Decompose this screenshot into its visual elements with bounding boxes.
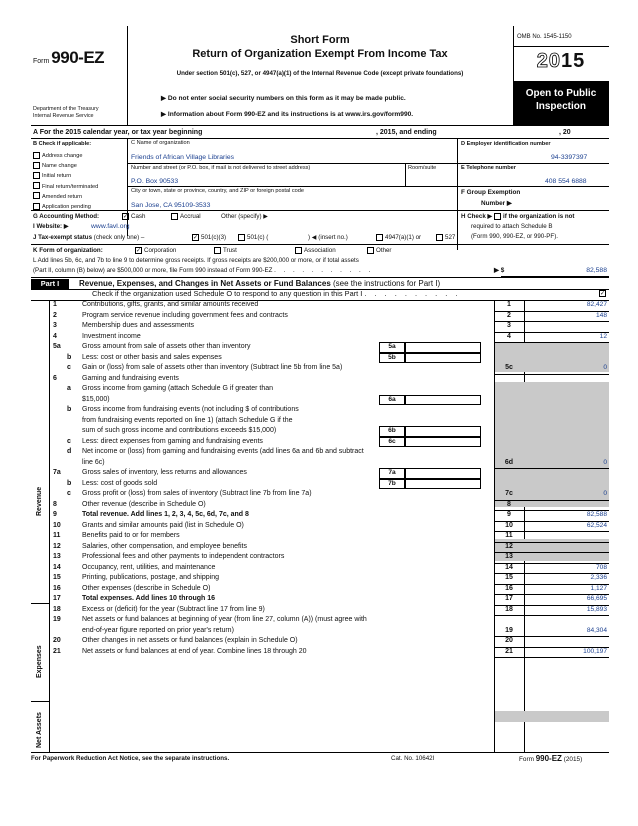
ein-field[interactable]: 94-3397397	[551, 154, 588, 161]
final-return-checkbox[interactable]: Final return/terminated	[33, 182, 98, 192]
box-e-label: E Telephone number	[461, 165, 516, 171]
inner-amount-field[interactable]	[405, 395, 481, 406]
line-number: 15	[53, 574, 61, 581]
form-id: Form 990-EZ	[33, 48, 105, 67]
street-address-field[interactable]: P.O. Box 90533	[131, 178, 179, 185]
inner-amount-field[interactable]	[405, 353, 481, 364]
line-i-label: I Website: ▶	[33, 223, 69, 230]
line-11	[31, 531, 609, 542]
line-number: 17	[53, 595, 61, 602]
right-line-number: 11	[505, 532, 513, 539]
address-change-checkbox[interactable]: Address change	[33, 151, 98, 161]
line-21	[31, 647, 609, 658]
line-a: A For the 2015 calendar year, or tax year beginning	[33, 129, 203, 136]
initial-return-checkbox[interactable]: Initial return	[33, 171, 98, 181]
amount-field[interactable]: 1,127	[590, 584, 607, 592]
amount-field[interactable]: 708	[595, 563, 607, 571]
line-description: Gross profit or (loss) from sales of inventory (Subtract line 7b from line 7a)	[82, 490, 312, 497]
inner-amount-field[interactable]	[405, 437, 481, 448]
line-j: J Tax-exempt status (check only one) –	[33, 234, 145, 241]
inner-line-box: 6c	[379, 437, 405, 448]
line-description: Program service revenue including government fees and contracts	[82, 311, 288, 319]
line-l-text1: L Add lines 5b, 6c, and 7b to line 9 to determine gross receipts. If gross receipts are $200,000 or more, or if total assets	[33, 257, 359, 264]
line-10	[31, 521, 609, 532]
right-line-number: 21	[505, 647, 513, 655]
line-6c	[31, 437, 609, 448]
line-number: 7a	[53, 469, 61, 476]
right-line-number: 1	[507, 301, 511, 308]
net-assets-side-label: Net Assets	[36, 712, 43, 748]
organization-name-field[interactable]: Friends of African Village Libraries	[131, 154, 235, 161]
line-description: Printing, publications, postage, and shipping	[82, 574, 219, 581]
line-description: from fundraising events reported on line 1) (attach Schedule G if the	[82, 416, 293, 424]
line-row8	[31, 384, 609, 395]
line-description: line 6c)	[82, 458, 105, 466]
box-f-number-label: Number ▶	[481, 200, 512, 207]
line-12	[31, 542, 609, 553]
line-19	[31, 626, 609, 637]
line-5c	[31, 363, 609, 374]
street-label: Number and street (or P.O. box, if mail is not delivered to street address)	[131, 165, 311, 171]
line-description: Gaming and fundraising events	[82, 374, 179, 382]
right-line-number: 12	[505, 542, 513, 550]
amount-field[interactable]: 82,588	[586, 511, 607, 518]
line-description: $15,000)	[82, 395, 110, 403]
room-suite-label: Room/suite	[408, 165, 437, 171]
line-description: Other changes in net assets or fund balances (explain in Schedule O)	[82, 637, 298, 644]
box-f-label: F Group Exemption	[461, 189, 521, 196]
line-description: Other expenses (describe in Schedule O)	[82, 584, 211, 592]
right-line-number: 20	[505, 637, 513, 644]
line-h-check[interactable]: H Check ▶ if the organization is not	[461, 213, 575, 221]
line-9	[31, 510, 609, 521]
status-527-checkbox[interactable]: 527	[436, 234, 455, 241]
cash-checkbox[interactable]: ✓ Cash	[123, 213, 146, 221]
form-title: Return of Organization Exempt From Income Tax	[192, 48, 448, 60]
line-number: 1	[53, 301, 57, 308]
schedule-o-text: Check if the organization used Schedule O to respond to any question in this Part I . . . . . . . . . .	[92, 289, 461, 298]
inner-line-box: 6a	[379, 395, 405, 406]
line-number: 21	[53, 647, 61, 655]
amended-return-checkbox[interactable]: Amended return	[33, 192, 98, 202]
form-header	[31, 26, 609, 126]
amount-field[interactable]: 62,524	[586, 521, 607, 529]
right-line-number: 7c	[505, 490, 513, 497]
box-b-options	[33, 151, 98, 212]
amount-field[interactable]: 15,893	[586, 605, 607, 613]
right-line-number: 13	[505, 553, 513, 560]
right-line-number: 5c	[505, 364, 513, 371]
amount-field[interactable]: 0	[603, 458, 607, 466]
line-description: Professional fees and other payments to independent contractors	[82, 553, 285, 560]
schedule-o-checkbox[interactable]: ✓	[600, 290, 606, 297]
info-notice: ▶ Information about Form 990-EZ and its instructions is at www.irs.gov/form990.	[161, 111, 414, 118]
line-number: 20	[53, 637, 61, 644]
line-1	[31, 300, 609, 311]
box-c-label: C Name of organization	[131, 140, 190, 146]
line-number: 10	[53, 521, 61, 529]
line-3	[31, 321, 609, 332]
accrual-checkbox[interactable]: Accrual	[171, 213, 201, 220]
amount-field[interactable]: 2,336	[590, 574, 607, 581]
ssn-notice: ▶ Do not enter social security numbers on this form as it may be made public.	[161, 95, 406, 102]
line-description: Contributions, gifts, grants, and similar amounts received	[82, 301, 259, 308]
line-sub-letter: b	[67, 353, 72, 361]
inner-amount-field[interactable]	[405, 342, 481, 353]
line-description: Gain or (loss) from sale of assets other than inventory (Subtract line 5b from line 5a)	[82, 364, 343, 371]
line-5a	[31, 342, 609, 353]
amount-field[interactable]: 82,427	[586, 301, 607, 308]
form-subtitle: Under section 501(c), 527, or 4947(a)(1) of the Internal Revenue Code (except private foundations)	[176, 70, 464, 77]
line-description: Net assets or fund balances at beginning of year (from line 27, column (A)) (must agree with	[82, 616, 367, 623]
line-description: sum of such gross income and contributions exceeds $15,000)	[82, 427, 277, 434]
line-description: Less: cost of goods sold	[82, 479, 158, 487]
line-20	[31, 636, 609, 647]
line-row10	[31, 405, 609, 416]
name-change-checkbox[interactable]: Name change	[33, 161, 98, 171]
line-l-text2: (Part II, column (B) below) are $500,000 or more, file Form 990 instead of Form 990-EZ . . . . . . . . . . .	[33, 267, 374, 274]
line-14	[31, 563, 609, 574]
line-13	[31, 552, 609, 563]
inner-amount-field[interactable]	[405, 468, 481, 479]
amount-field[interactable]: 84,304	[586, 626, 607, 634]
line-number: 14	[53, 563, 61, 571]
tax-year: 2015	[536, 50, 586, 72]
amount-field[interactable]: 0	[603, 490, 607, 497]
line-7b	[31, 479, 609, 490]
line-number: 2	[53, 311, 57, 319]
line-sub-letter: a	[67, 385, 71, 392]
amount-field[interactable]: 100,197	[583, 647, 607, 655]
line-sub-letter: d	[67, 448, 72, 455]
line-description: Gross amount from sale of assets other than inventory	[82, 343, 251, 350]
line-description: Benefits paid to or for members	[82, 532, 180, 539]
line-17	[31, 594, 609, 605]
line-description: end-of-year figure reported on prior year's return)	[82, 626, 234, 634]
line-number: 13	[53, 553, 61, 560]
line-number: 8	[53, 500, 57, 508]
inner-amount-field[interactable]	[405, 426, 481, 437]
right-line-number: 10	[505, 521, 513, 529]
line-number: 4	[53, 332, 57, 340]
line-7c	[31, 489, 609, 500]
line-6d	[31, 458, 609, 469]
right-line-number: 15	[505, 574, 513, 581]
inner-line-box: 6b	[379, 426, 405, 437]
line-description: Salaries, other compensation, and employee benefits	[82, 542, 247, 550]
line-number: 11	[53, 532, 61, 539]
telephone-field[interactable]: 408 554 6888	[545, 178, 587, 185]
line-number: 5a	[53, 343, 61, 350]
right-line-number: 16	[505, 584, 513, 592]
inner-line-box: 5a	[379, 342, 405, 353]
line-number: 12	[53, 542, 61, 550]
status-501c3-checkbox[interactable]: ✓ 501(c)(3)	[193, 234, 227, 242]
form-title-short: Short Form	[290, 34, 350, 46]
line-6a	[31, 395, 609, 406]
right-line-number: 19	[505, 626, 513, 634]
line-19	[31, 615, 609, 626]
open-to-public-badge: Open to Public Inspection	[513, 81, 609, 126]
line-sub-letter: b	[67, 479, 72, 487]
footer-notice: For Paperwork Reduction Act Notice, see the separate instructions.	[31, 755, 230, 762]
line-description: Excess or (deficit) for the year (Subtract line 17 from line 9)	[82, 605, 265, 613]
line-description: Total revenue. Add lines 1, 2, 3, 4, 5c, 6d, 7c, and 8	[82, 511, 249, 518]
city-state-zip-field[interactable]: San Jose, CA 95109-3533	[131, 202, 211, 209]
inner-line-box: 5b	[379, 353, 405, 364]
amount-field[interactable]: 12	[599, 332, 607, 340]
right-line-number: 17	[505, 595, 513, 602]
line-6	[31, 374, 609, 385]
line-description: Net income or (loss) from gaming and fundraising events (add lines 6a and 6b and subtract	[82, 448, 364, 455]
right-line-number: 18	[505, 605, 513, 613]
right-line-number: 6d	[504, 458, 514, 466]
line-7a	[31, 468, 609, 479]
line-h-text2: required to attach Schedule B	[471, 223, 553, 230]
department-label: Department of the Treasury Internal Revenue Service	[33, 106, 99, 119]
line-description: Gross sales of inventory, less returns and allowances	[82, 469, 247, 476]
line-description: Investment income	[82, 332, 141, 340]
shaded-19	[495, 711, 609, 722]
status-501c-checkbox[interactable]: 501(c) (	[238, 234, 268, 241]
right-line-number: 14	[505, 563, 513, 571]
line-description: Gross income from fundraising events (not including $ of contributions	[82, 406, 299, 413]
amount-field[interactable]: 0	[603, 364, 607, 371]
line-number: 19	[53, 616, 61, 623]
other-method-field[interactable]: Other (specify) ▶	[221, 213, 269, 220]
right-line-number: 9	[507, 511, 511, 518]
city-label: City or town, state or province, country, and ZIP or foreign postal code	[131, 188, 304, 194]
line-g-label: G Accounting Method:	[33, 213, 100, 220]
part-tag: Part I	[31, 279, 69, 289]
line-sub-letter: b	[67, 406, 72, 413]
box-d-label: D Employer identification number	[461, 141, 551, 147]
other-org-checkbox[interactable]: Other	[367, 247, 391, 254]
application-pending-checkbox[interactable]: Application pending	[33, 202, 98, 212]
footer-form-id: Form 990-EZ (2015)	[519, 754, 583, 763]
line-description: Total expenses. Add lines 10 through 16	[82, 595, 216, 602]
line-description: Less: cost or other basis and sales expenses	[82, 353, 222, 361]
line-16	[31, 584, 609, 595]
gross-receipts-field[interactable]: 82,588	[586, 267, 607, 274]
corporation-checkbox[interactable]: ✓ Corporation	[136, 247, 177, 255]
line-5b	[31, 353, 609, 364]
line-number: 3	[53, 322, 57, 329]
line-a-year: , 20	[559, 129, 571, 136]
website-field[interactable]: www.favl.org	[91, 223, 130, 230]
status-4947-checkbox[interactable]: 4947(a)(1) or	[376, 234, 421, 241]
amount-field[interactable]: 66,695	[586, 595, 607, 602]
line-description: Less: direct expenses from gaming and fundraising events	[82, 437, 263, 445]
trust-checkbox[interactable]: Trust	[214, 247, 237, 254]
line-row14	[31, 447, 609, 458]
line-8	[31, 500, 609, 511]
line-18	[31, 605, 609, 616]
inner-amount-field[interactable]	[405, 479, 481, 490]
association-checkbox[interactable]: Association	[295, 247, 336, 254]
part-title: Revenue, Expenses, and Changes in Net Assets or Fund Balances (see the instructions for Part I)	[79, 279, 441, 288]
inner-line-box: 7b	[379, 479, 405, 490]
line-15	[31, 573, 609, 584]
line-row11	[31, 416, 609, 427]
line-number: 9	[53, 511, 57, 518]
line-description: Net assets or fund balances at end of year. Combine lines 18 through 20	[82, 647, 307, 655]
catalog-number: Cat. No. 10642I	[391, 755, 435, 762]
line-a-ending: , 2015, and ending	[376, 129, 437, 136]
revenue-side-label: Revenue	[36, 486, 43, 516]
right-line-number: 4	[507, 332, 511, 340]
form-page	[31, 26, 609, 806]
right-line-number: 8	[507, 500, 511, 508]
line-k-label: K Form of organization:	[33, 247, 103, 254]
expenses-side-label: Expenses	[36, 645, 43, 678]
line-description: Gross income from gaming (attach Schedule G if greater than	[82, 385, 274, 392]
line-sub-letter: c	[67, 437, 71, 445]
line-h-text3: (Form 990, 990-EZ, or 990-PF).	[471, 233, 558, 240]
line-number: 16	[53, 584, 61, 592]
line-4	[31, 332, 609, 343]
insert-no-label: ) ◀ (insert no.)	[308, 234, 348, 241]
line-l-dollar: ▶ $	[494, 267, 505, 274]
line-sub-letter: c	[67, 490, 71, 497]
line-6b	[31, 426, 609, 437]
line-description: Membership dues and assessments	[82, 322, 195, 329]
line-sub-letter: c	[67, 364, 71, 371]
inner-line-box: 7a	[379, 468, 405, 479]
line-description: Grants and similar amounts paid (list in Schedule O)	[82, 521, 244, 529]
box-b-label: B Check if applicable:	[33, 141, 92, 147]
line-description: Occupancy, rent, utilities, and maintenance	[82, 563, 216, 571]
line-description: Other revenue (describe in Schedule O)	[82, 500, 206, 508]
right-line-number: 2	[507, 311, 511, 319]
amount-field[interactable]: 148	[595, 311, 607, 319]
right-line-number: 3	[507, 322, 511, 329]
line-2	[31, 311, 609, 322]
omb-number: OMB No. 1545-1150	[517, 34, 572, 40]
line-number: 18	[53, 605, 61, 613]
line-number: 6	[53, 374, 57, 382]
